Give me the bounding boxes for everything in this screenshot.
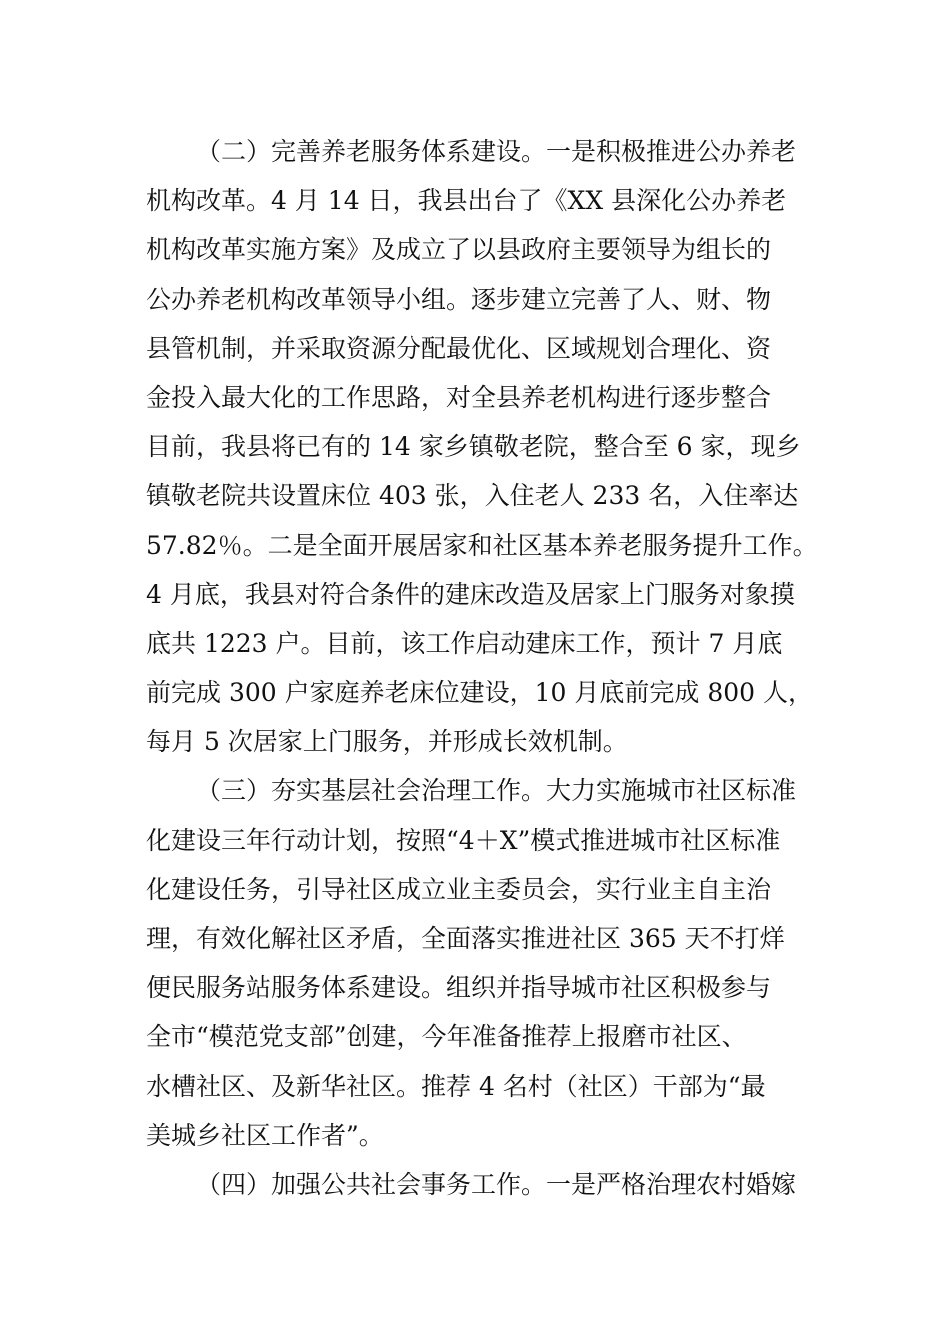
paragraph-public-affairs [146,1160,826,1209]
paragraph-elderly-care [146,127,826,766]
text-line: 57.82％。二是全面开展居家和社区基本养老服务提升工作。 [146,530,818,560]
text-line: （四）加强公共社会事务工作。一是严格治理农村婚嫁 [196,1169,797,1199]
text-line: 每月 5 次居家上门服务，并形成长效机制。 [146,727,628,757]
text-line: （三）夯实基层社会治理工作。大力实施城市社区标准 [196,776,797,806]
text-line: 化建设三年行动计划，按照“4＋X”模式推进城市社区标准 [146,825,781,855]
paragraph-social-governance [146,766,826,1160]
text-line: 底共 1223 户。目前，该工作启动建床工作，预计 7 月底 [146,628,783,658]
text-line: 4 月底，我县对符合条件的建床改造及居家上门服务对象摸 [146,579,795,609]
text-line: 理，有效化解社区矛盾，全面落实推进社区 365 天不打烊 [146,924,785,953]
text-line: 美城乡社区工作者”。 [146,1120,384,1150]
text-line: 县管机制，并采取资源分配最优化、区域规划合理化、资 [146,333,772,363]
text-line: 机构改革实施方案》及成立了以县政府主要领导为组长的 [146,235,772,265]
text-line: 机构改革。4 月 14 日，我县出台了《XX 县深化公办养老 [146,186,787,216]
text-line: 水槽社区、及新华社区。推荐 4 名村（社区）干部为“最 [146,1071,766,1101]
text-line: 全市“模范党支部”创建，今年准备推荐上报磨市社区、 [146,1022,747,1052]
text-line: 便民服务站服务体系建设。组织并指导城市社区积极参与 [146,973,772,1003]
body-text [146,127,826,1209]
text-line: 公办养老机构改革领导小组。逐步建立完善了人、财、物 [146,284,772,314]
text-line: 镇敬老院共设置床位 403 张，入住老人 233 名，入住率达 [146,481,799,511]
text-line: 前完成 300 户家庭养老床位建设，10 月底前完成 800 人， [146,678,813,708]
text-line: 目前，我县将已有的 14 家乡镇敬老院，整合至 6 家，现乡 [146,432,801,462]
text-line: （二）完善养老服务体系建设。一是积极推进公办养老 [196,137,797,166]
text-line: 化建设任务，引导社区成立业主委员会，实行业主自主治 [146,874,772,904]
text-line: 金投入最大化的工作思路，对全县养老机构进行逐步整合 [146,382,772,412]
